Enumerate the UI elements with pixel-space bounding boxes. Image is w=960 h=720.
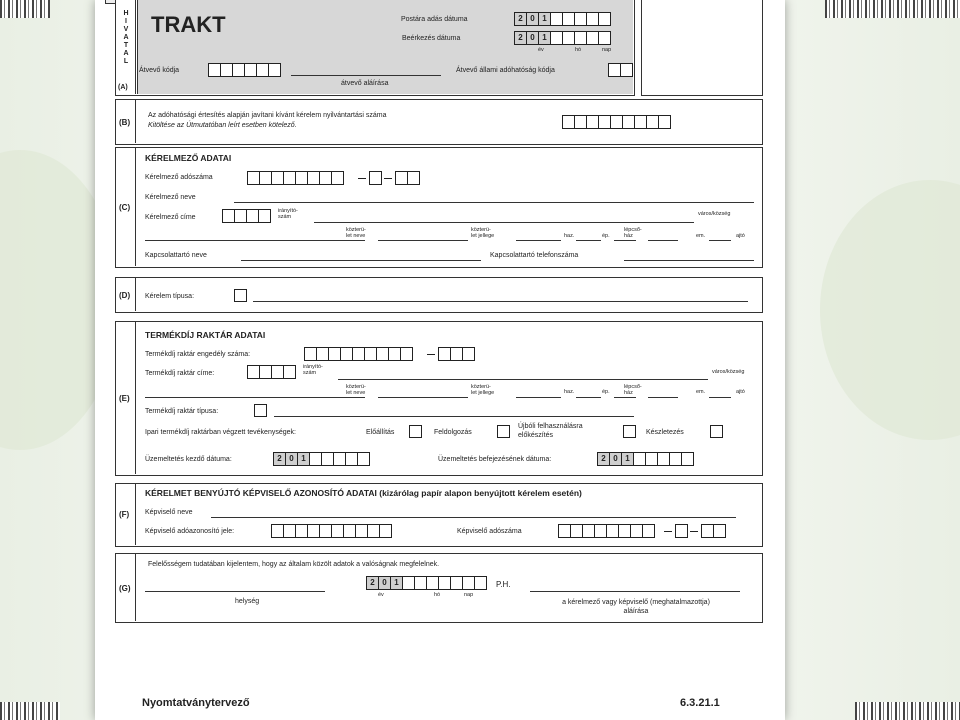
e-lepcsohaz-label: lépcső- ház [624, 384, 642, 396]
g-ho-label: hó [434, 592, 441, 598]
ujboli-label: Újbóli felhasználásra előkészítés [518, 423, 583, 439]
beerkezes-label: Beérkezés dátuma [402, 35, 461, 42]
uzemeltetes-befejezes-label: Üzemeltetés befejezésének dátuma: [438, 456, 552, 463]
hivatal-letter-3: A [123, 34, 129, 41]
raktar-epulet-line[interactable] [576, 397, 601, 398]
adoszam-dash-1 [358, 178, 366, 179]
section-b-line1: Az adóhatósági értesítés alapján javítani kívánt kérelem nyilvántartási száma [148, 112, 387, 119]
section-d [115, 277, 763, 313]
section-g-alairas [115, 553, 763, 623]
engedely-szam-boxes[interactable] [304, 347, 412, 361]
alairas-date-boxes[interactable]: 2 0 1 [366, 576, 486, 590]
kerelmezo-adoszam-label: Kérelmező adószáma [145, 174, 213, 181]
e-jellege-label: közterü- let jellege [471, 384, 495, 396]
c-haz-label: haz. [564, 233, 575, 239]
tevekenyseg-label: Ipari termékdíj raktárban végzett tevékenységek: [145, 429, 296, 436]
hivatal-letter-2: V [123, 26, 129, 33]
decor-stripes-top-right [825, 0, 960, 18]
atvevo-kodja-label: Átvevő kódja [139, 67, 180, 74]
e-ep-label: ép. [602, 389, 610, 395]
raktar-hazszam-line[interactable] [516, 397, 561, 398]
c-jellege-label: közterü- let jellege [471, 227, 495, 239]
kerelmezo-kozterulet-line[interactable] [145, 240, 365, 241]
atvevo-alairasa-label: átvevő aláírása [341, 80, 389, 87]
section-d-code: (D) [119, 291, 131, 300]
kapcsolattarto-telefon-label: Kapcsolattartó telefonszáma [490, 252, 579, 259]
kerelem-tipusa-label: Kérelem típusa: [145, 293, 195, 300]
engedely-dash [427, 354, 435, 355]
kerelmezo-adoszam-region-boxes[interactable] [395, 171, 419, 185]
c-varos-label: város/község [698, 211, 731, 217]
kerelmezo-iranyitoszam-boxes[interactable] [222, 209, 270, 223]
keszletezes-label: Készletezés [646, 429, 684, 436]
adoszam-dash-2 [384, 178, 392, 179]
e-varos-label: város/község [712, 369, 745, 375]
raktar-emelet-line[interactable] [648, 397, 678, 398]
kerelem-tipusa-line[interactable] [253, 301, 748, 302]
postara-date-boxes[interactable]: 2 0 1 [514, 12, 610, 26]
kepviselo-neve-line[interactable] [211, 517, 736, 518]
g-ev-label: év [378, 592, 384, 598]
e-iranyitoszam-label: irányító- szám [303, 364, 323, 376]
engedely-suffix-boxes[interactable] [438, 347, 474, 361]
c-kozterulet-label: közterü- let neve [346, 227, 366, 239]
c-lepcsohaz-label: lépcső- ház [624, 227, 642, 239]
felelosseg-statement: Felelősségem tudatában kijelentem, hogy az általam közölt adatok a valóságnak megfelelnek. [148, 561, 440, 568]
kerelmezo-varos-line[interactable] [314, 222, 694, 223]
alairas-signer-label: a kérelmező vagy képviselő (meghatalmazottja) aláírása [562, 599, 710, 615]
postara-label: Postára adás dátuma [401, 16, 468, 23]
kerelmezo-epulet-line[interactable] [576, 240, 601, 241]
kerelmezo-adoszam-check-box[interactable] [369, 171, 381, 185]
kerelem-tipusa-box[interactable] [234, 289, 247, 302]
g-nap-label: nap [464, 592, 474, 598]
date-nap-label: nap [602, 47, 612, 53]
engedely-szam-label: Termékdíj raktár engedély száma: [145, 351, 251, 358]
eloallitas-checkbox[interactable] [409, 425, 422, 438]
helyseg-line[interactable] [145, 591, 325, 592]
raktar-cime-label: Termékdíj raktár címe: [145, 370, 215, 377]
kerelmezo-neve-label: Kérelmező neve [145, 194, 196, 201]
kerelmezo-emelet-line[interactable] [648, 240, 678, 241]
section-e-code: (E) [119, 394, 130, 403]
uzemeltetes-befejezes-date-boxes[interactable]: 2 0 1 [597, 452, 693, 466]
kepviselo-adoszam-region-boxes[interactable] [701, 524, 725, 538]
section-a-hivatal [115, 0, 635, 96]
keszletezes-checkbox[interactable] [710, 425, 723, 438]
kepviselo-adoszam-dash-2 [690, 531, 698, 532]
footer-designer: Nyomtatványtervező [142, 697, 250, 709]
helyseg-label: helység [235, 598, 260, 605]
feldolgozas-checkbox[interactable] [497, 425, 510, 438]
c-iranyitoszam-label: irányító- szám [278, 208, 298, 220]
kapcsolattarto-neve-line[interactable] [241, 260, 481, 261]
form-page [95, 0, 785, 720]
uzemeltetes-kezdo-label: Üzemeltetés kezdő dátuma: [145, 456, 232, 463]
ph-label: P.H. [496, 580, 511, 589]
section-e-raktar [115, 321, 763, 476]
hivatal-letter-0: H [123, 10, 129, 17]
hivatal-letter-5: A [123, 50, 129, 57]
raktar-tipusa-label: Termékdíj raktár típusa: [145, 408, 219, 415]
c-em-label: em. [696, 233, 706, 239]
date-ev-label: év [538, 47, 544, 53]
section-c-code: (C) [119, 203, 131, 212]
hivatal-code: (A) [118, 84, 128, 91]
section-b-line2: Kitöltése az Útmutatóban leírt esetben kötelező. [148, 122, 297, 129]
raktar-kozterulet-line[interactable] [145, 397, 365, 398]
raktar-ajto-line[interactable] [709, 397, 731, 398]
decor-stripes-bottom-left [0, 702, 60, 720]
c-ep-label: ép. [602, 233, 610, 239]
kepviselo-adoszam-dash-1 [664, 531, 672, 532]
e-ajto-label: ajtó [736, 389, 745, 395]
kapcsolattarto-neve-label: Kapcsolattartó neve [145, 252, 207, 259]
atvevo-adohatosag-boxes[interactable] [608, 63, 632, 77]
kepviselo-azonosito-boxes[interactable] [271, 524, 391, 538]
kepviselo-adoszama-label: Képviselő adószáma [457, 528, 522, 535]
kepviselo-azonosito-label: Képviselő adóazonosító jele: [145, 528, 235, 535]
uzemeltetes-kezdo-date-boxes[interactable]: 2 0 1 [273, 452, 369, 466]
raktar-lepcsohaz-line[interactable] [614, 397, 636, 398]
kerelmezo-adoszam-boxes[interactable] [247, 171, 343, 185]
footer-code: 6.3.21.1 [680, 697, 720, 709]
decor-stripes-top-left [0, 0, 50, 18]
kepviselo-neve-label: Képviselő neve [145, 509, 193, 516]
e-haz-label: haz. [564, 389, 575, 395]
c-ajto-label: ajtó [736, 233, 745, 239]
section-f-title: KÉRELMET BENYÚJTÓ KÉPVISELŐ AZONOSÍTÓ ADATAI (kizárólag papír alapon benyújtott kérelem esetén) [145, 488, 582, 498]
section-b-number-boxes[interactable] [562, 115, 670, 129]
kerelmezo-cime-label: Kérelmező címe [145, 214, 196, 221]
atvevo-adohatosag-label: Átvevő állami adóhatóság kódja [456, 67, 555, 74]
section-c-title: KÉRELMEZŐ ADATAI [145, 153, 232, 163]
kerelmezo-kozterulet-jelleg-line[interactable] [378, 240, 468, 241]
kerelmezo-lepcsohaz-line[interactable] [614, 240, 636, 241]
raktar-jelleg-line[interactable] [378, 397, 468, 398]
hivatal-label-column [116, 0, 136, 94]
section-e-title: TERMÉKDÍJ RAKTÁR ADATAI [145, 330, 266, 340]
kepviselo-adoszam-check-box[interactable] [675, 524, 687, 538]
section-f-code: (F) [119, 510, 130, 519]
date-ho-label: hó [575, 47, 582, 53]
alairas-line[interactable] [530, 591, 740, 592]
hivatal-letter-6: L [123, 58, 129, 65]
kerelmezo-hazszam-line[interactable] [516, 240, 561, 241]
hivatal-vertical-label [121, 10, 131, 66]
kerelmezo-neve-line[interactable] [234, 202, 754, 203]
raktar-iranyitoszam-boxes[interactable] [247, 365, 295, 379]
kapcsolattarto-telefon-line[interactable] [624, 260, 754, 261]
section-f-kepviselo [115, 483, 763, 547]
kerelmezo-ajto-line[interactable] [709, 240, 731, 241]
trakt-title: TRAKT [151, 12, 226, 37]
office-stamp-box [641, 0, 763, 96]
section-b-code: (B) [119, 118, 131, 127]
atvevo-kodja-boxes[interactable] [208, 63, 280, 77]
decor-stripes-bottom-right [855, 702, 960, 720]
raktar-tipusa-line[interactable] [274, 416, 634, 417]
feldolgozas-label: Feldolgozás [434, 429, 472, 436]
section-c-kerelmezo [115, 147, 763, 268]
section-g-code: (G) [119, 584, 131, 593]
atvevo-signature-line [291, 75, 441, 76]
beerkezes-date-boxes[interactable]: 2 0 1 [514, 31, 610, 45]
e-em-label: em. [696, 389, 706, 395]
raktar-varos-line[interactable] [338, 379, 708, 380]
eloallitas-label: Előállítás [366, 429, 395, 436]
hivatal-letter-4: T [123, 42, 129, 49]
raktar-tipusa-box[interactable] [254, 404, 267, 417]
hivatal-letter-1: I [125, 18, 127, 25]
section-b [115, 99, 763, 145]
e-kozterulet-label: közterü- let neve [346, 384, 366, 396]
ujboli-checkbox[interactable] [623, 425, 636, 438]
kepviselo-adoszama-boxes[interactable] [558, 524, 654, 538]
